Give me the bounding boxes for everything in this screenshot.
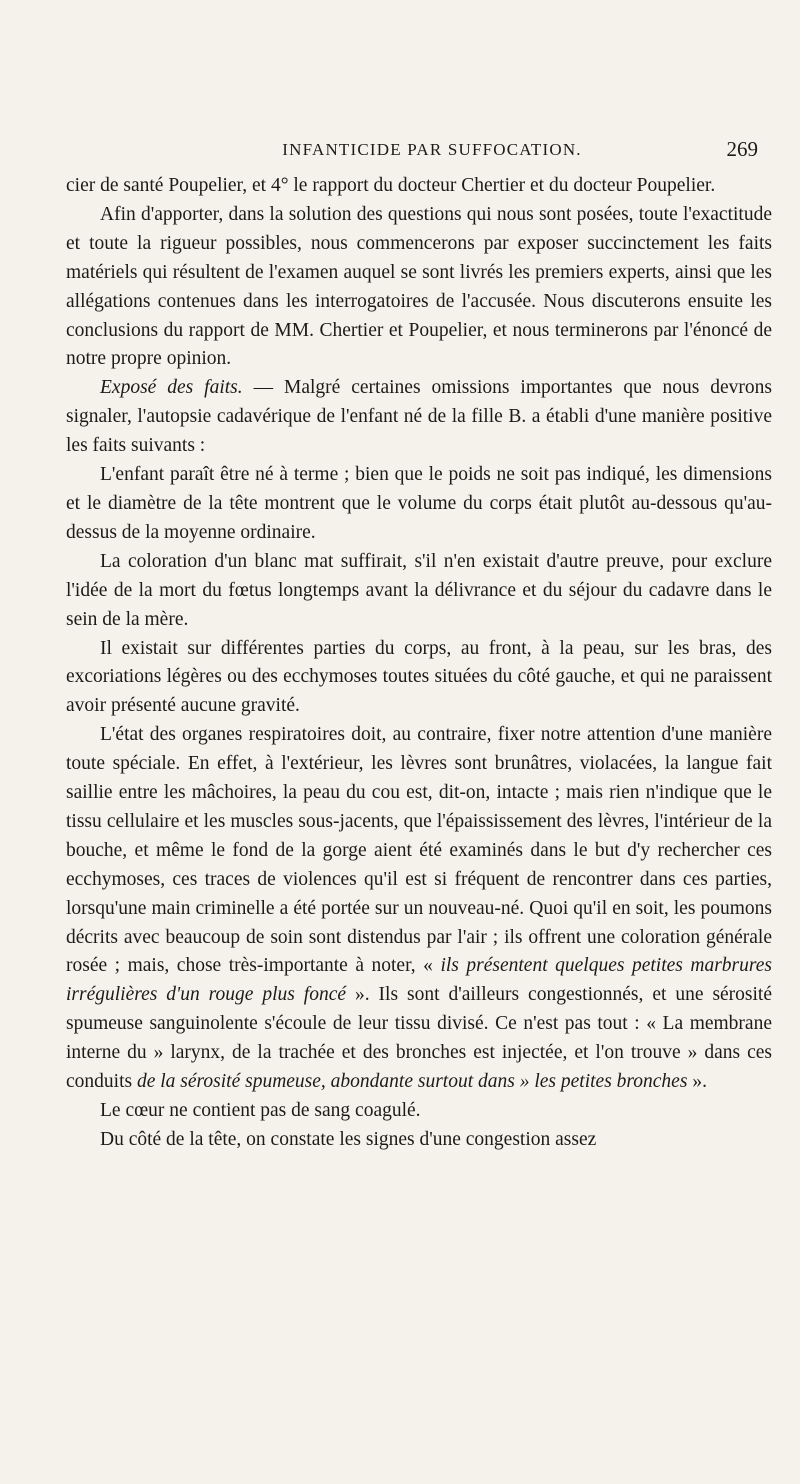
- body-text: [66, 172, 772, 1155]
- paragraph-continuation: cier de santé Poupelier, et 4° le rapport du docteur Chertier et du docteur Poupelier.: [66, 175, 716, 196]
- paragraph-coloration: La coloration d'un blanc mat suffirait, s'il n'en existait d'autre preuve, pour exclure l'idée de la mort du fœtus longtemps avant la délivrance et du séjour du cadavre dans le sein de la mère.: [66, 550, 772, 630]
- paragraph-tete: Du côté de la tête, on constate les signes d'une congestion assez: [100, 1128, 597, 1150]
- paragraph-introduction: Afin d'apporter, dans la solution des questions qui nous sont posées, toute l'exactitude et toute la rigueur possibles, nous commencerons par exposer succinctement les faits matériels qui résultent de l'examen auquel se sont livrés les premiers experts, ainsi que les allégations contenues dans les interrogatoires de l'accusée. Nous discuterons ensuite les conclusions du rapport de MM. Chertier et Poupelier, et nous terminerons par l'énoncé de notre propre opinion.: [66, 203, 772, 370]
- quoted-text: ils présentent quelques petites marbrures irrégulières d'un rouge plus foncé: [66, 955, 772, 1006]
- paragraph-text: ». Ils sont d'ailleurs congestionnés, et une sérosité spumeuse sanguinolente s'écoule de leur tissu divisé. Ce n'est pas tout : « La membrane interne du » larynx, de la trachée et des bronches est injectée, et l'on trouve » dans ces conduits: [66, 984, 773, 1093]
- paragraph-text: ».: [687, 1071, 707, 1093]
- quoted-text: de la sérosité spumeuse, abondante surtout dans » les petites bronches: [136, 1071, 688, 1093]
- page-number: 269: [726, 137, 758, 161]
- paragraph-excoriations: Il existait sur différentes parties du corps, au front, à la peau, sur les bras, des excoriations légères ou des ecchymoses toutes situées du côté gauche, et qui ne paraissent avoir présenté aucune gravité.: [66, 637, 772, 717]
- paragraph-expose-des-faits: [66, 374, 772, 461]
- paragraph-organes-respiratoires: [66, 721, 772, 1097]
- paragraph-coeur: Le cœur ne contient pas de sang coagulé.: [100, 1100, 421, 1121]
- page-header: [100, 137, 764, 164]
- paragraph-text: L'état des organes respiratoires doit, au contraire, fixer notre attention d'une manière toute spéciale. En effet, à l'extérieur, les lèvres sont brunâtres, violacées, la langue fait saillie entre les mâchoires, la peau du cou est, dit-on, intacte ; mais rien n'indique que le tissu cellulaire et les muscles sous-jacents, que l'épaississement des lèvres, l'intérieur de la bouche, et même le fond de la gorge aient été examinés dans le but d'y rechercher ces ecchymoses, ces traces de violences qu'il est si fréquent de rencontrer dans ces parties, lorsqu'une main criminelle a été portée sur un nouveau-né. Quoi qu'il en soit, les poumons décrits avec beaucoup de soin sont distendus par l'air ; ils offrent une coloration générale rosée ; mais, chose très-importante à noter, «: [66, 724, 772, 977]
- paragraph-text: — Malgré certaines omissions importantes que nous devrons signaler, l'autopsie cadavérique de l'enfant né de la fille B. a établi d'une manière positive les faits suivants :: [66, 377, 772, 457]
- running-title: INFANTICIDE PAR SUFFOCATION.: [282, 140, 582, 159]
- section-lead: Exposé des faits.: [100, 377, 243, 399]
- paragraph-terme: L'enfant paraît être né à terme ; bien que le poids ne soit pas indiqué, les dimensions et le diamètre de la tête montrent que le volume du corps était plutôt au-dessous qu'au-dessus de la moyenne ordinaire.: [66, 464, 772, 543]
